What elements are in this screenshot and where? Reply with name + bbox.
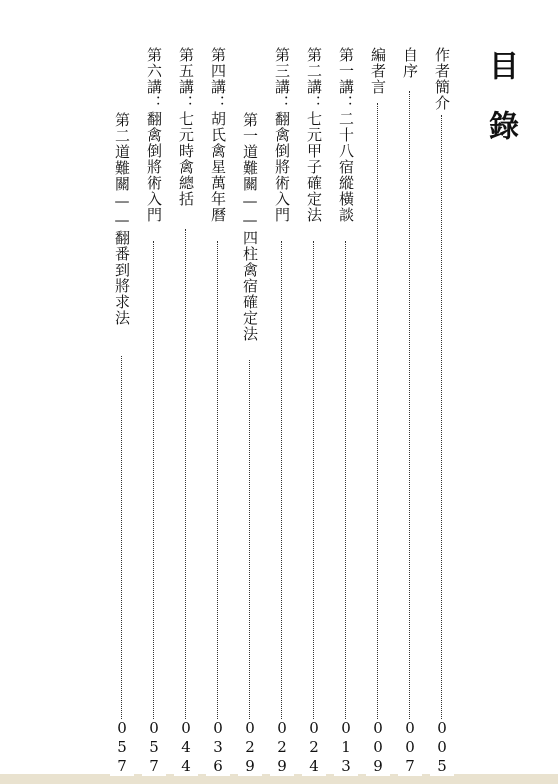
toc-leader — [281, 241, 282, 721]
toc-entry-page: 007 — [398, 719, 422, 776]
toc-entry-page: 057 — [142, 719, 166, 776]
toc-leader — [345, 241, 346, 721]
toc-leader — [377, 103, 378, 721]
toc-entry — [366, 47, 390, 776]
toc-entry — [238, 112, 262, 776]
toc-entry — [302, 47, 326, 776]
toc-entry-page: 009 — [366, 719, 390, 776]
toc-entry-title: 第一講：二十八宿縱橫談 — [334, 47, 358, 223]
toc-leader — [121, 356, 122, 721]
toc-entry-page: 029 — [270, 719, 294, 776]
toc-entry-title: 第二講：七元甲子確定法 — [302, 47, 326, 223]
toc-leader — [249, 360, 250, 721]
toc-entry-title: 第三講：翻禽倒將術入門 — [270, 47, 294, 223]
toc-leader — [313, 241, 314, 721]
toc-entry-title: 第四講：胡氏禽星萬年曆 — [206, 47, 230, 223]
toc-entry — [206, 47, 230, 776]
toc-entry — [270, 47, 294, 776]
toc-leader — [217, 241, 218, 721]
toc-entry-title: 第二道難關——翻番到將求法 — [110, 112, 134, 326]
toc-entry-title: 自序 — [398, 47, 422, 79]
toc-entry — [398, 47, 422, 776]
toc-entry-page: 036 — [206, 719, 230, 776]
toc-entry-page: 024 — [302, 719, 326, 776]
toc-entry-page: 057 — [110, 719, 134, 776]
toc-entry-page: 005 — [430, 719, 454, 776]
toc-entry-title: 編者言 — [366, 47, 390, 95]
toc-entry-page: 029 — [238, 719, 262, 776]
toc-entry-title: 第一道難關——四柱禽宿確定法 — [238, 112, 262, 342]
toc-leader — [409, 91, 410, 721]
toc-leader — [185, 229, 186, 721]
toc-entry — [430, 47, 454, 776]
toc-entry-title: 第五講：七元時禽總括 — [174, 47, 198, 207]
toc-entry — [174, 47, 198, 776]
toc-entry-title: 第六講：翻禽倒將術入門 — [142, 47, 166, 223]
toc-leader — [153, 241, 154, 721]
toc-entry-page: 013 — [334, 719, 358, 776]
page-title: 目錄 — [483, 50, 518, 170]
toc-entry-title: 作者簡介 — [430, 47, 454, 111]
toc-entry-page: 044 — [174, 719, 198, 776]
toc-entry — [142, 47, 166, 776]
toc-entry — [110, 112, 134, 776]
toc-entry — [334, 47, 358, 776]
toc-leader — [441, 115, 442, 721]
